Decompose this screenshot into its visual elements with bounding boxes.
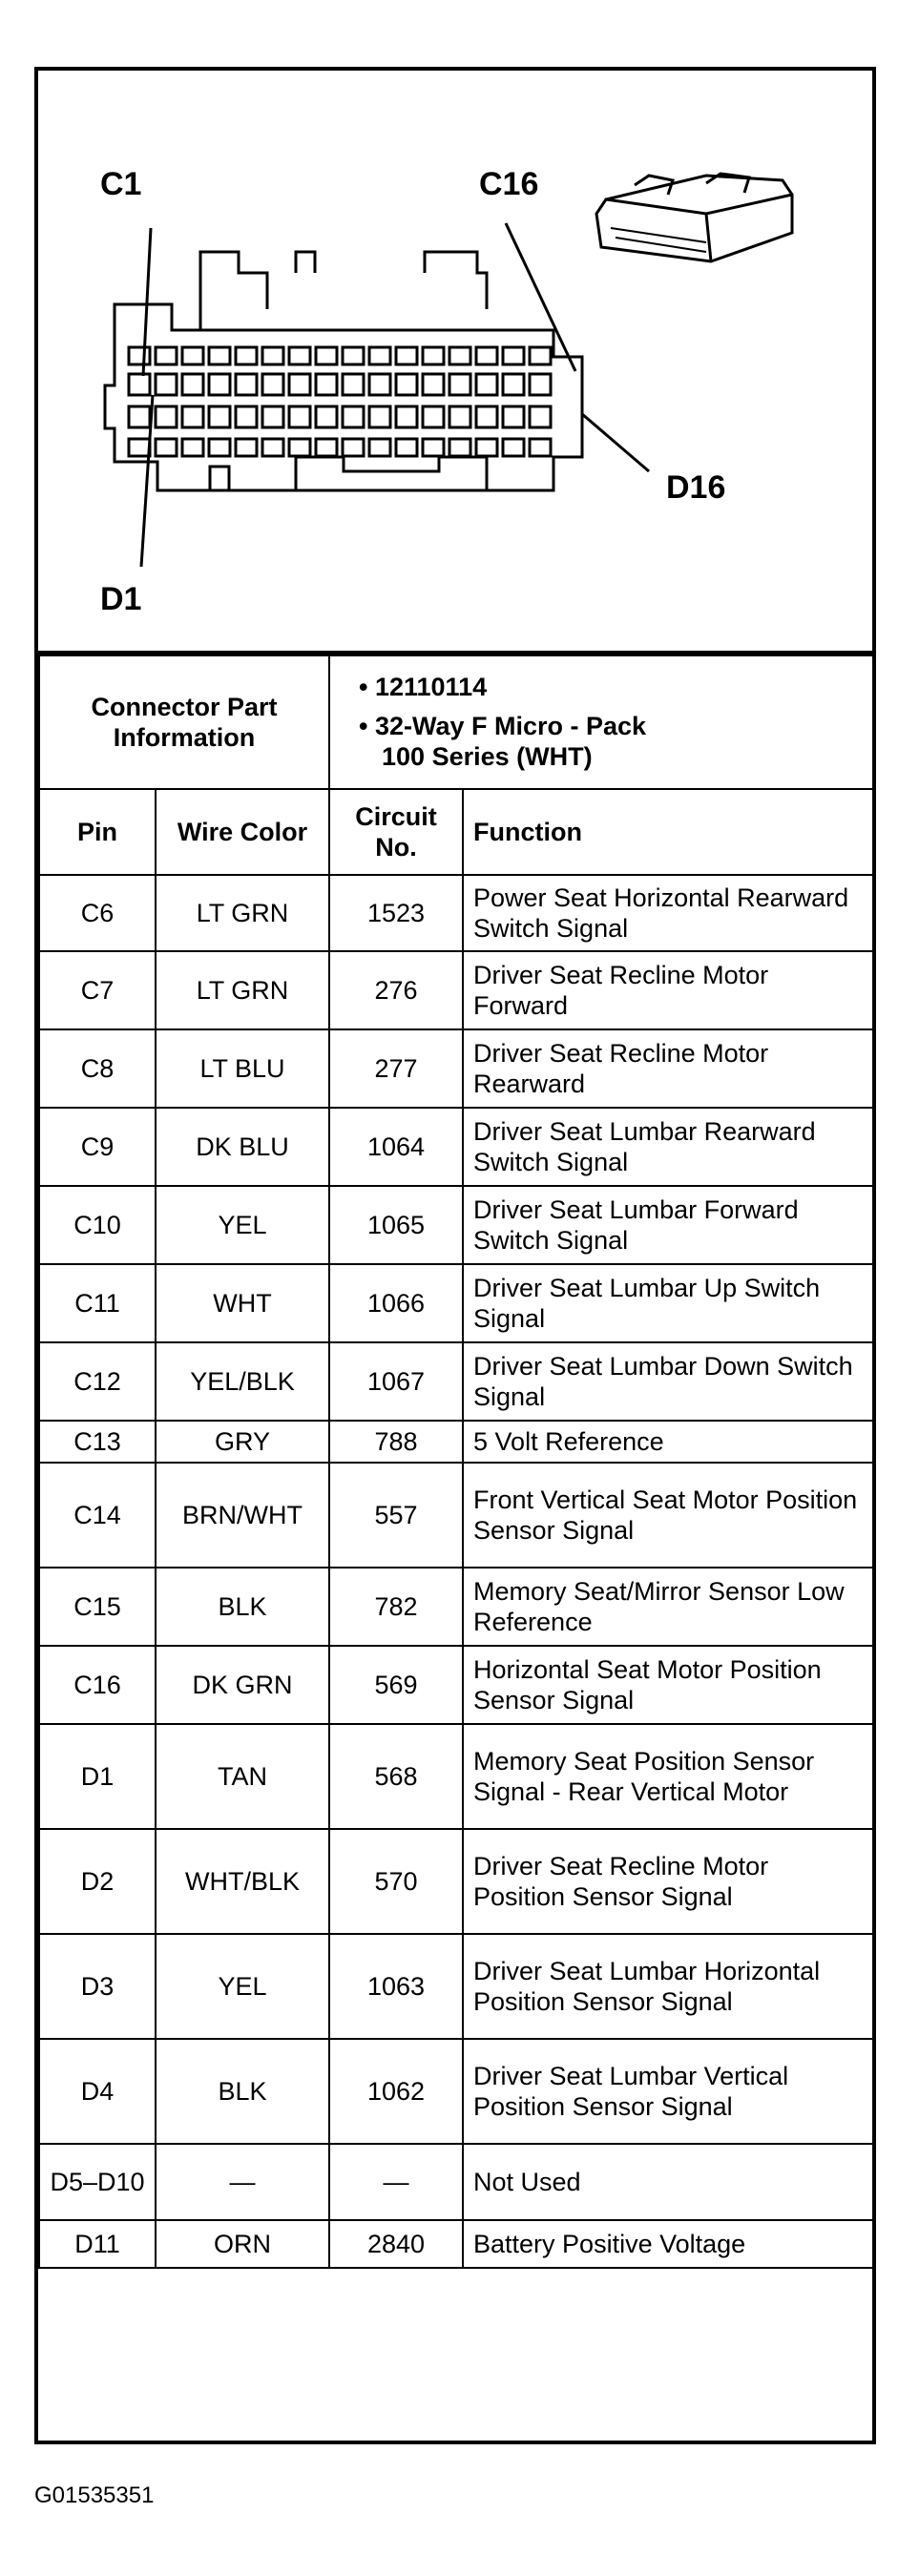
pin-window	[423, 439, 444, 456]
table-header-row	[39, 789, 873, 875]
function-cell: Driver Seat Lumbar Horizontal Position Sensor Signal	[463, 1934, 873, 2039]
pin-window	[182, 439, 203, 456]
circuit-cell: 276	[329, 951, 463, 1029]
pin-window	[343, 347, 364, 364]
function-cell: Driver Seat Lumbar Rearward Switch Signal	[463, 1108, 873, 1186]
function-cell: Driver Seat Recline Motor Rearward	[463, 1029, 873, 1108]
figure-id: G01535351	[34, 2483, 155, 2508]
connector-face-drawing	[38, 71, 872, 651]
pin-window	[369, 347, 390, 364]
circuit-cell: 1066	[329, 1264, 463, 1342]
table-row	[39, 1029, 873, 1108]
circuit-cell: 569	[329, 1646, 463, 1724]
function-cell: Driver Seat Recline Motor Position Sensor Signal	[463, 1829, 873, 1934]
pin-window	[369, 374, 390, 395]
pin-window	[209, 406, 230, 427]
pin-window	[530, 439, 551, 456]
wire-color-cell: BRN/WHT	[156, 1463, 329, 1568]
function-cell: Memory Seat/Mirror Sensor Low Reference	[463, 1568, 873, 1646]
pin-window	[503, 347, 524, 364]
wire-color-cell: YEL	[156, 1934, 329, 2039]
pin-cell: D1	[39, 1724, 156, 1829]
pin-window	[476, 347, 497, 364]
pin-window	[530, 374, 551, 395]
circuit-cell: 277	[329, 1029, 463, 1108]
pin-window	[236, 347, 257, 364]
pin-window	[289, 347, 310, 364]
pin-cell: C6	[39, 875, 156, 951]
wire-color-cell: YEL/BLK	[156, 1342, 329, 1421]
pin-cell: C16	[39, 1646, 156, 1724]
connector-description-2: 100 Series (WHT)	[382, 742, 593, 772]
pin-cell: C13	[39, 1421, 156, 1463]
pin-window	[396, 347, 417, 364]
pin-window	[316, 439, 337, 456]
wire-color-cell: LT GRN	[156, 951, 329, 1029]
pin-window	[209, 374, 230, 395]
header-circuit: Circuit No.	[329, 789, 463, 875]
circuit-cell: 1523	[329, 875, 463, 951]
pin-window	[449, 374, 470, 395]
function-cell: Power Seat Horizontal Rearward Switch Signal	[463, 875, 873, 951]
pin-window	[369, 439, 390, 456]
connector-info-row	[39, 655, 873, 789]
table-row	[39, 1264, 873, 1342]
pin-cell: C14	[39, 1463, 156, 1568]
wire-color-cell: WHT/BLK	[156, 1829, 329, 1934]
pin-cell: D5–D10	[39, 2144, 156, 2220]
pin-window	[476, 374, 497, 395]
circuit-cell: 1062	[329, 2039, 463, 2144]
pin-window	[182, 347, 203, 364]
pin-window	[343, 374, 364, 395]
pin-window	[316, 406, 337, 427]
pin-window	[129, 439, 150, 456]
connector-pinout-frame	[34, 67, 876, 2444]
table-row	[39, 1108, 873, 1186]
pin-cell: D3	[39, 1934, 156, 2039]
wire-color-cell: DK BLU	[156, 1108, 329, 1186]
table-row	[39, 1342, 873, 1421]
header-wire-color: Wire Color	[156, 789, 329, 875]
wire-color-cell: BLK	[156, 2039, 329, 2144]
header-pin: Pin	[39, 789, 156, 875]
function-cell: Horizontal Seat Motor Position Sensor Signal	[463, 1646, 873, 1724]
function-cell: Battery Positive Voltage	[463, 2220, 873, 2268]
pin-cell: D2	[39, 1829, 156, 1934]
pin-window	[262, 439, 283, 456]
pin-window	[289, 374, 310, 395]
table-row	[39, 1463, 873, 1568]
circuit-cell: 1064	[329, 1108, 463, 1186]
label-d1: D1	[100, 581, 142, 617]
pin-window	[396, 406, 417, 427]
pin-window	[503, 374, 524, 395]
pin-window	[262, 347, 283, 364]
pin-window	[369, 406, 390, 427]
pin-window	[262, 374, 283, 395]
pin-window	[156, 406, 177, 427]
pin-cell: D4	[39, 2039, 156, 2144]
pin-cell: C10	[39, 1186, 156, 1264]
pin-window	[129, 347, 150, 364]
pin-window	[262, 406, 283, 427]
label-c16: C16	[479, 166, 539, 202]
circuit-cell: 1067	[329, 1342, 463, 1421]
pin-window	[236, 406, 257, 427]
wire-color-cell: LT BLU	[156, 1029, 329, 1108]
pin-window	[209, 347, 230, 364]
function-cell: Driver Seat Lumbar Up Switch Signal	[463, 1264, 873, 1342]
function-cell: 5 Volt Reference	[463, 1421, 873, 1463]
pinout-table	[38, 654, 874, 2269]
pin-window	[289, 406, 310, 427]
connector-info-label: Connector Part Information	[39, 655, 329, 789]
pin-window	[423, 406, 444, 427]
wire-color-cell: LT GRN	[156, 875, 329, 951]
pin-window	[209, 439, 230, 456]
pin-window	[343, 439, 364, 456]
connector-info-details	[329, 655, 873, 789]
table-row	[39, 1646, 873, 1724]
wire-color-cell: YEL	[156, 1186, 329, 1264]
circuit-cell: 1065	[329, 1186, 463, 1264]
circuit-cell: 782	[329, 1568, 463, 1646]
pin-window	[423, 347, 444, 364]
function-cell: Driver Seat Lumbar Vertical Position Sensor Signal	[463, 2039, 873, 2144]
circuit-cell: —	[329, 2144, 463, 2220]
wire-color-cell: GRY	[156, 1421, 329, 1463]
pin-cell: C8	[39, 1029, 156, 1108]
pin-window	[530, 406, 551, 427]
wire-color-cell: —	[156, 2144, 329, 2220]
pin-window	[449, 406, 470, 427]
pin-window	[343, 406, 364, 427]
connector-diagram	[38, 71, 872, 654]
part-number: • 12110114	[359, 673, 488, 702]
pin-window	[182, 374, 203, 395]
function-cell: Front Vertical Seat Motor Position Sensor Signal	[463, 1463, 873, 1568]
pin-window	[156, 374, 177, 395]
pin-window	[156, 347, 177, 364]
pin-cell: C12	[39, 1342, 156, 1421]
pin-cell: C15	[39, 1568, 156, 1646]
table-row	[39, 2220, 873, 2268]
table-row	[39, 1421, 873, 1463]
connector-description-1: • 32-Way F Micro - Pack	[359, 711, 647, 740]
pin-window	[156, 439, 177, 456]
pin-window	[449, 347, 470, 364]
function-cell: Memory Seat Position Sensor Signal - Rear Vertical Motor	[463, 1724, 873, 1829]
pin-window	[396, 439, 417, 456]
label-d16: D16	[666, 469, 726, 506]
pin-cell: D11	[39, 2220, 156, 2268]
pin-window	[236, 374, 257, 395]
table-row	[39, 1829, 873, 1934]
pin-window	[316, 374, 337, 395]
pin-window	[289, 439, 310, 456]
function-cell: Driver Seat Recline Motor Forward	[463, 951, 873, 1029]
pin-window	[129, 406, 150, 427]
wire-color-cell: ORN	[156, 2220, 329, 2268]
pin-window	[396, 374, 417, 395]
circuit-cell: 570	[329, 1829, 463, 1934]
wire-color-cell: DK GRN	[156, 1646, 329, 1724]
circuit-cell: 557	[329, 1463, 463, 1568]
pin-window	[423, 374, 444, 395]
table-row	[39, 1186, 873, 1264]
table-row	[39, 1568, 873, 1646]
circuit-cell: 568	[329, 1724, 463, 1829]
pin-window	[530, 347, 551, 364]
function-cell: Not Used	[463, 2144, 873, 2220]
pin-cell: C11	[39, 1264, 156, 1342]
wire-color-cell: TAN	[156, 1724, 329, 1829]
function-cell: Driver Seat Lumbar Down Switch Signal	[463, 1342, 873, 1421]
wire-color-cell: WHT	[156, 1264, 329, 1342]
table-row	[39, 1934, 873, 2039]
pin-window	[476, 406, 497, 427]
function-cell: Driver Seat Lumbar Forward Switch Signal	[463, 1186, 873, 1264]
table-row	[39, 875, 873, 951]
pin-window	[236, 439, 257, 456]
pin-window	[449, 439, 470, 456]
circuit-cell: 788	[329, 1421, 463, 1463]
table-row	[39, 951, 873, 1029]
table-row	[39, 1724, 873, 1829]
pin-window	[503, 439, 524, 456]
circuit-cell: 2840	[329, 2220, 463, 2268]
circuit-cell: 1063	[329, 1934, 463, 2039]
table-row	[39, 2144, 873, 2220]
pin-cell: C7	[39, 951, 156, 1029]
wire-color-cell: BLK	[156, 1568, 329, 1646]
pin-cell: C9	[39, 1108, 156, 1186]
pin-window	[182, 406, 203, 427]
table-row	[39, 2039, 873, 2144]
pin-window	[316, 347, 337, 364]
header-function: Function	[463, 789, 873, 875]
label-c1: C1	[100, 166, 142, 202]
pin-window	[503, 406, 524, 427]
pin-window	[129, 374, 150, 395]
pin-window	[476, 439, 497, 456]
